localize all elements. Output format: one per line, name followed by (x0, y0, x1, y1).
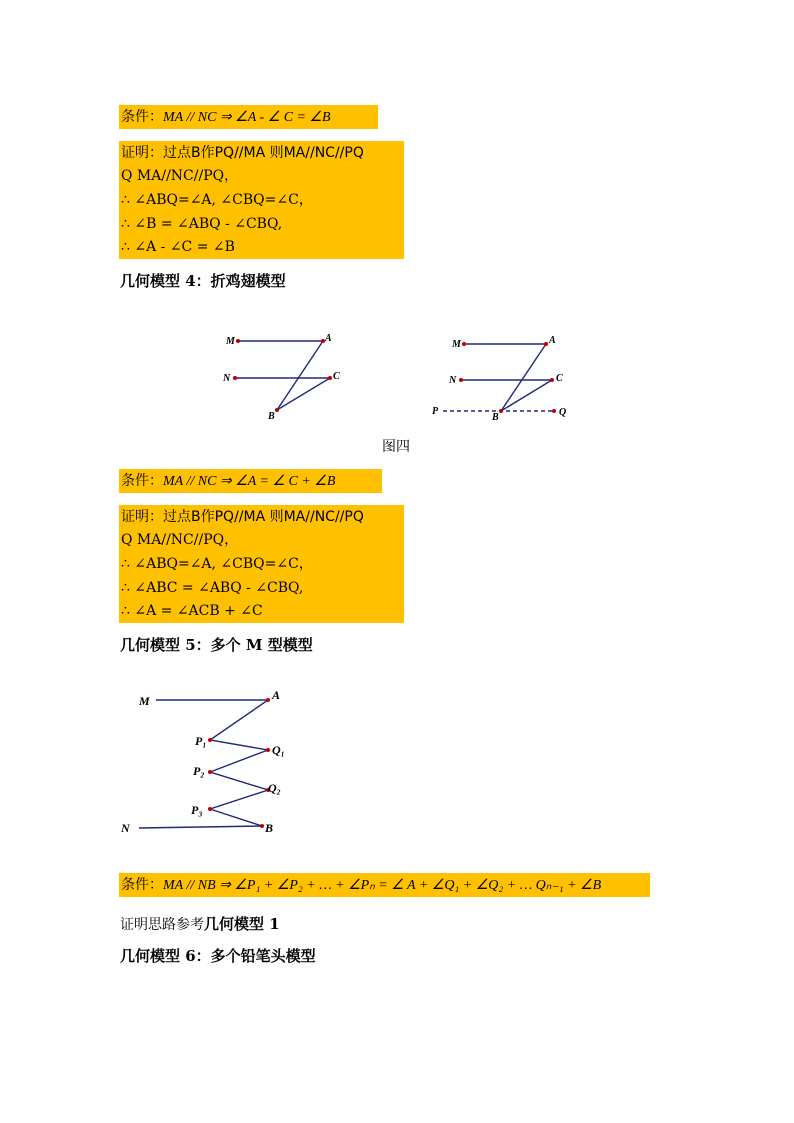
label-P3: P₃ (191, 803, 203, 817)
note-reference: 几何模型 1 (204, 915, 280, 933)
condition-formula: MA // NC ⇒ ∠A - ∠ C = ∠B (163, 110, 331, 125)
label-C: C (556, 373, 563, 384)
proof-line: ∴ ∠ABC = ∠ABQ - ∠CBQ, (121, 580, 304, 596)
section-heading-5: 几何模型 5：多个 M 型模型 (120, 636, 313, 654)
proof-line: Q MA//NC//PQ， (121, 168, 239, 184)
label-P1: P₁ (195, 734, 207, 748)
label-A: A (325, 333, 332, 344)
label-C: C (333, 371, 340, 382)
note-prefix: 证明思路参考 (120, 917, 204, 933)
proof-line: ∴ ∠ABQ=∠A, ∠CBQ=∠C， (121, 192, 313, 208)
label-N: N (223, 373, 231, 384)
proof-note (120, 913, 280, 934)
condition-prefix: 条件： (121, 877, 163, 893)
label-N: N (121, 821, 130, 835)
label-B: B (492, 412, 499, 423)
condition-formula: MA // NC ⇒ ∠A = ∠ C + ∠B (163, 474, 336, 489)
proof-line: ∴ ∠B = ∠ABQ - ∠CBQ, (121, 216, 283, 232)
proof-line: ∴ ∠ABQ=∠A, ∠CBQ=∠C， (121, 556, 313, 572)
proof-line: Q MA//NC//PQ， (121, 532, 239, 548)
section-heading-4: 几何模型 4：折鸡翅模型 (120, 272, 286, 290)
proof-line: ∴ ∠A = ∠ACB + ∠C (121, 603, 263, 619)
section-heading-6: 几何模型 6：多个铅笔头模型 (120, 947, 316, 965)
label-M: M (139, 694, 150, 708)
proof-line: 证明：过点B作PQ//MA 则MA//NC//PQ (121, 509, 364, 525)
proof-line: 证明：过点B作PQ//MA 则MA//NC//PQ (121, 145, 364, 161)
label-M: M (452, 339, 461, 350)
label-Q2: Q₂ (268, 781, 281, 795)
label-A: A (272, 688, 281, 702)
condition-formula: MA // NB ⇒ ∠P₁ + ∠P₂ + … + ∠Pₙ = ∠ A + ∠Q₁ + ∠Q₂ + … Qₙ₋₁ + ∠B (163, 878, 602, 893)
label-N: N (449, 375, 457, 386)
condition-box-5 (119, 873, 650, 897)
label-Q: Q (559, 407, 567, 418)
label-P: P (432, 406, 439, 417)
proof-line: ∴ ∠A - ∠C = ∠B (121, 239, 235, 255)
label-B: B (265, 821, 274, 835)
condition-prefix: 条件： (121, 473, 163, 489)
label-A: A (549, 335, 556, 346)
figure-caption: 图四 (382, 439, 410, 455)
label-B: B (268, 411, 275, 422)
condition-prefix: 条件： (121, 109, 163, 125)
label-M: M (226, 336, 235, 347)
label-P2: P₂ (193, 764, 205, 778)
label-Q1: Q₁ (272, 743, 285, 757)
